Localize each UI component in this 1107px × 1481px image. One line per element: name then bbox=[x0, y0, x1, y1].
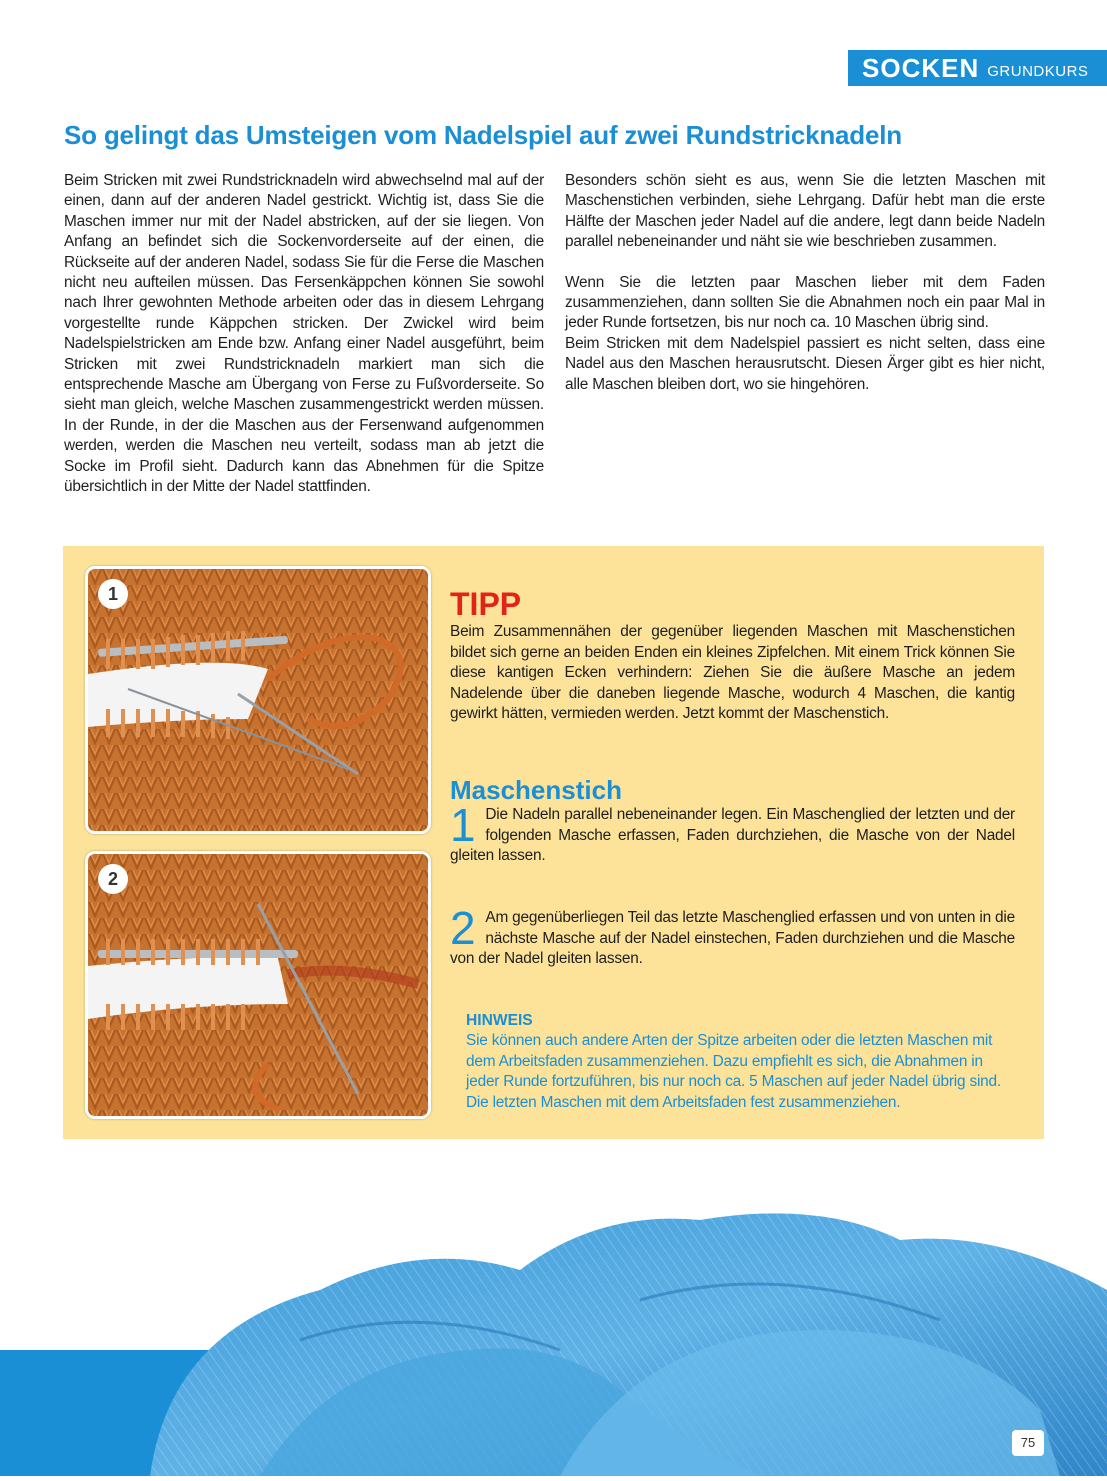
body-paragraph: Beim Stricken mit dem Nadelspiel passiert es nicht selten, dass eine Nadel aus den Maschen herausrutscht. Diesen Ärger gibt es hier nicht, alle Maschen bleiben dort, wo sie hingehören. bbox=[565, 334, 1045, 393]
subsection-name: GRUNDKURS bbox=[987, 62, 1089, 80]
section-name: SOCKEN bbox=[862, 52, 980, 83]
step-number: 2 bbox=[450, 902, 476, 954]
body-column-right bbox=[565, 171, 1045, 395]
step-number: 1 bbox=[450, 799, 476, 851]
photo-step-number: 2 bbox=[100, 866, 126, 892]
knitting-photo-step-1 bbox=[85, 566, 431, 834]
yarn-illustration bbox=[0, 1180, 1107, 1476]
body-column-left bbox=[64, 171, 544, 498]
hinweis-text: Sie können auch andere Arten der Spitze arbeiten oder die letzten Maschen mit dem Arbeitsfaden zusammenziehen. Dazu empfiehlt es sich, die Abnahmen in jeder Runde fortzuführen, bis nur noch ca. 5 Maschen auf jeder Nadel übrig sind. Die letzten Maschen mit dem Arbeitsfaden fest zusammenziehen. bbox=[466, 1032, 1001, 1111]
section-header-tab bbox=[848, 50, 1107, 86]
yarn-skeins-image bbox=[0, 1180, 1107, 1476]
photo-step-number: 1 bbox=[100, 581, 126, 607]
body-paragraph: Beim Stricken mit zwei Rundstricknadeln wird abwechselnd mal auf der einen, dann auf der anderen Nadel gestrickt. Wichtig ist, dass Sie die Maschen immer nur mit der Nadel abstricken, auf der sie liegen. Von Anfang an befindet sich die Sockenvorderseite auf der einen, die Rückseite auf der anderen Nadel, sodass Sie für die Ferse die Maschen nicht neu aufteilen müssen. Das Fersenkäppchen können Sie sowohl nach Ihrer gewohnten Methode arbeiten oder das in diesem Lehrgang vorgestellte runde Käppchen stricken. Der Zwickel wird beim Nadelspielstricken am Ende bzw. Anfang einer Nadel ausgeführt, beim Stricken mit zwei Rundstricknadeln markiert man sich die entsprechende Masche am Übergang von Ferse zu Fußvorderseite. So sieht man gleich, welche Maschen zusammengestrickt werden müssen. In der Runde, in der die Maschen aus der Fersenwand aufgenommen werden, werden die Maschen neu verteilt, sodass man ab jetzt die Socke im Profil sieht. Dadurch kann das Abnehmen für die Spitze übersichtlich in der Mitte der Nadel stattfinden. bbox=[64, 172, 544, 496]
maschenstich-title: Maschenstich bbox=[450, 775, 622, 805]
instruction-step-1 bbox=[450, 799, 1015, 867]
step-text: Am gegenüberliegen Teil das letzte Maschenglied erfassen und von unten in die nächste Masche auf der Nadel einstechen, Faden durchziehen und die Masche von der Nadel gleiten lassen. bbox=[450, 909, 1015, 968]
body-paragraph: Besonders schön sieht es aus, wenn Sie die letzten Maschen mit Maschenstichen verbinden, siehe Lehrgang. Dafür hebt man die erste Hälfte der Maschen jeder Nadel auf die andere, legt dann beide Nadeln parallel nebeneinander und näht sie wie beschrieben zusammen. bbox=[565, 172, 1045, 251]
step-text: Die Nadeln parallel nebeneinander legen. Ein Maschenglied der letzten und der folgenden Masche erfassen, Faden durchziehen, die Masche von der Nadel gleiten lassen. bbox=[450, 806, 1015, 865]
body-paragraph: Wenn Sie die letzten paar Maschen lieber mit dem Faden zusammenziehen, dann sollten Sie die Abnahmen noch ein paar Mal in jeder Runde fortsetzen, bis nur noch ca. 10 Maschen übrig sind. bbox=[565, 273, 1045, 332]
instruction-step-2 bbox=[450, 902, 1015, 970]
tip-title: TIPP bbox=[450, 586, 522, 622]
tip-text: Beim Zusammennähen der gegenüber liegenden Maschen mit Maschenstichen bildet sich gerne an beiden Enden ein kleines Zipfelchen. Mit einem Trick können Sie diese kantigen Ecken verhindern: Ziehen Sie die äußere Masche an jedem Nadelende über die daneben liegende Masche, wodurch 4 Maschen, die kantig gewirkt hätten, vermieden werden. Jetzt kommt der Maschenstich. bbox=[450, 623, 1015, 723]
page-number: 75 bbox=[1012, 1430, 1044, 1456]
hinweis-title: HINWEIS bbox=[466, 1012, 533, 1029]
knitting-illustration bbox=[88, 854, 428, 1116]
knitting-illustration bbox=[88, 569, 428, 831]
page-title: So gelingt das Umsteigen vom Nadelspiel auf zwei Rundstricknadeln bbox=[64, 120, 902, 150]
knitting-photo-step-2 bbox=[85, 851, 431, 1119]
